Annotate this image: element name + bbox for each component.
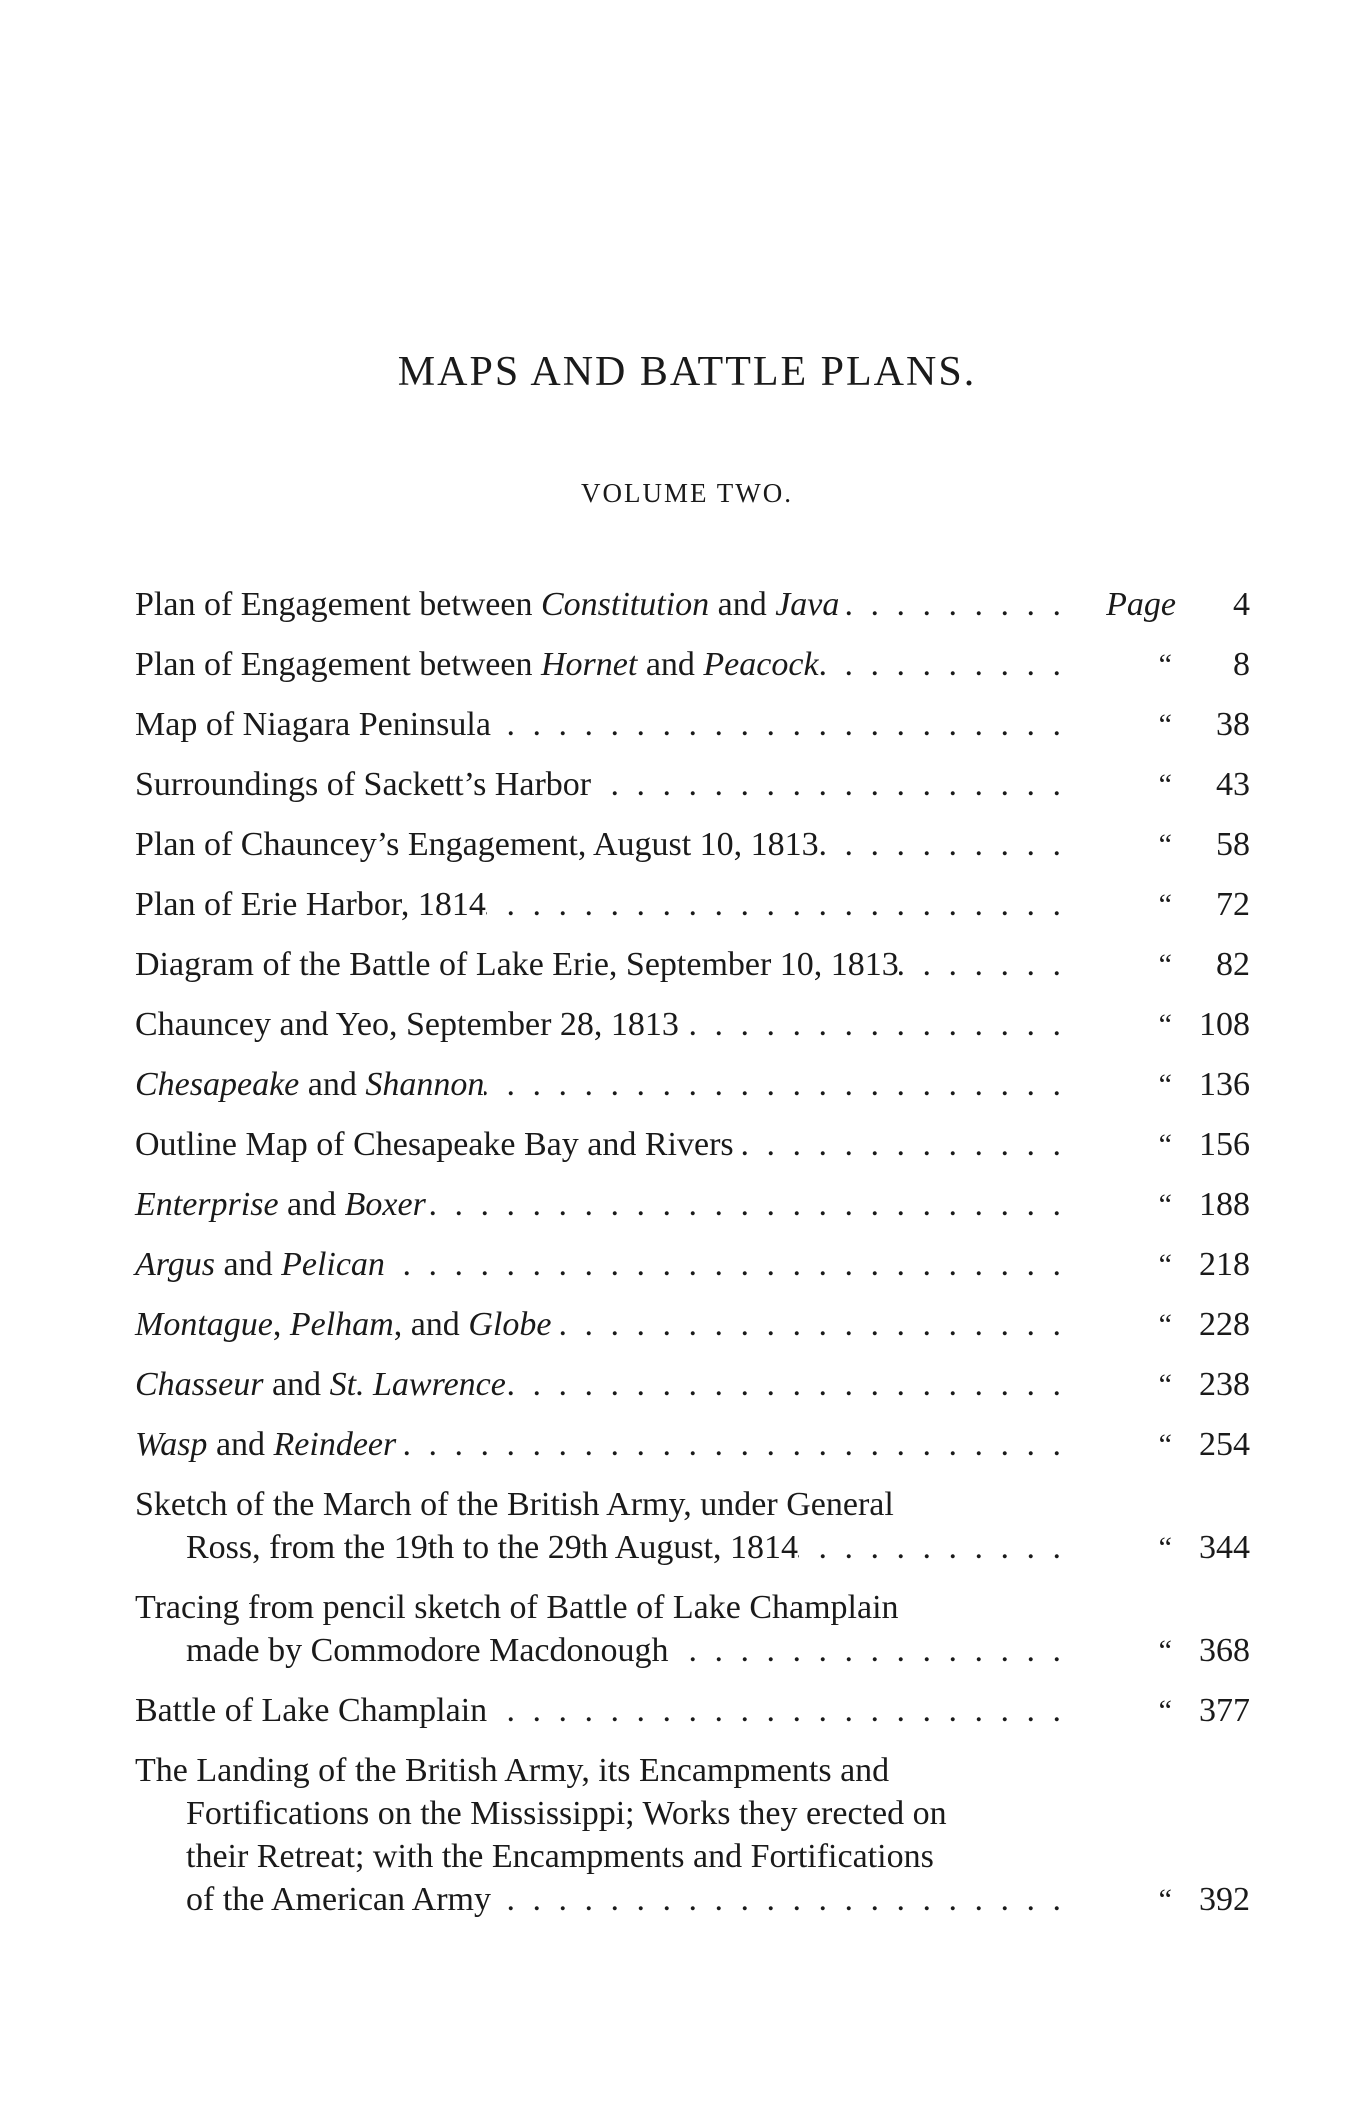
list-entry bbox=[135, 583, 1250, 643]
entry-line bbox=[135, 1586, 1061, 1629]
entry-text bbox=[135, 1303, 551, 1346]
entry-text bbox=[186, 1629, 669, 1672]
dot-leader bbox=[396, 1423, 1061, 1466]
entry-text-segment: and bbox=[278, 1186, 345, 1223]
entry-text-segment: and bbox=[207, 1426, 274, 1463]
page-number: 108 bbox=[1199, 1006, 1250, 1043]
ditto-mark: “ bbox=[1158, 1308, 1172, 1341]
entry-line bbox=[135, 1063, 1061, 1106]
ship-name: Montague bbox=[135, 1306, 273, 1343]
entry-text bbox=[135, 1183, 426, 1226]
dot-leader bbox=[798, 1526, 1061, 1569]
dot-leader bbox=[734, 1123, 1061, 1166]
entry-text bbox=[186, 1835, 934, 1878]
ditto-mark: “ bbox=[1158, 1883, 1172, 1916]
entry-text-segment: Plan of Chauncey’s Engagement, August 10, 1813 bbox=[135, 826, 819, 863]
entry-text bbox=[135, 1363, 506, 1406]
ship-name: Enterprise bbox=[135, 1186, 279, 1223]
ship-name: Java bbox=[775, 586, 840, 623]
entry-text-segment: and bbox=[214, 1246, 282, 1283]
entry-line bbox=[135, 1835, 1061, 1878]
dot-leader bbox=[551, 1303, 1061, 1346]
list-entry bbox=[135, 823, 1250, 883]
entry-text-segment: and bbox=[263, 1366, 330, 1403]
entry-text bbox=[186, 1526, 798, 1569]
page-number: 156 bbox=[1199, 1126, 1250, 1163]
dot-leader bbox=[486, 883, 1061, 926]
entry-line bbox=[135, 1526, 1061, 1569]
ship-name: Boxer bbox=[344, 1186, 426, 1223]
list-entry bbox=[135, 943, 1250, 1003]
ditto-mark: “ bbox=[1158, 1428, 1172, 1461]
entry-text-segment: and bbox=[637, 646, 704, 683]
list-entry bbox=[135, 1183, 1250, 1243]
page-number: 188 bbox=[1199, 1186, 1250, 1223]
entry-text-segment: Chauncey and Yeo, September 28, 1813 bbox=[135, 1006, 679, 1043]
ship-name: Pelham bbox=[289, 1306, 394, 1343]
ditto-mark: “ bbox=[1158, 1531, 1172, 1564]
ship-name: Wasp bbox=[135, 1426, 208, 1463]
dot-leader bbox=[491, 703, 1061, 746]
ditto-mark: “ bbox=[1158, 768, 1172, 801]
dot-leader bbox=[839, 583, 1061, 626]
ship-name: Globe bbox=[468, 1306, 552, 1343]
list-entry bbox=[135, 1586, 1250, 1689]
entry-line bbox=[135, 1689, 1061, 1732]
page-title: MAPS AND BATTLE PLANS. bbox=[397, 349, 977, 395]
entry-line bbox=[135, 1792, 1061, 1835]
entry-text-segment: Tracing from pencil sketch of Battle of Lake Champlain bbox=[135, 1589, 899, 1626]
entry-text bbox=[135, 1003, 679, 1046]
dot-leader bbox=[484, 1063, 1061, 1106]
entry-line bbox=[135, 583, 1061, 626]
ship-name: Constitution bbox=[540, 586, 710, 623]
page-number: 228 bbox=[1199, 1306, 1250, 1343]
page-number: 58 bbox=[1216, 826, 1250, 863]
entry-text-segment: Diagram of the Battle of Lake Erie, September 10, 1813 bbox=[135, 946, 899, 983]
list-entry bbox=[135, 643, 1250, 703]
page-number: 136 bbox=[1199, 1066, 1250, 1103]
entry-text-segment: Sketch of the March of the British Army, under General bbox=[135, 1486, 894, 1523]
dot-leader bbox=[819, 823, 1061, 866]
page-number: 377 bbox=[1199, 1692, 1250, 1729]
page-number: 218 bbox=[1199, 1246, 1250, 1283]
entry-text bbox=[135, 1483, 894, 1526]
entry-line bbox=[135, 1749, 1061, 1792]
page-number: 82 bbox=[1216, 946, 1250, 983]
entry-text-segment: , and bbox=[393, 1306, 469, 1343]
list-entry bbox=[135, 1243, 1250, 1303]
entry-text bbox=[135, 823, 819, 866]
entry-line bbox=[135, 763, 1061, 806]
entry-line bbox=[135, 1183, 1061, 1226]
entry-line bbox=[135, 703, 1061, 746]
page-number: 72 bbox=[1216, 886, 1250, 923]
entry-line bbox=[135, 1423, 1061, 1466]
page-number: 4 bbox=[1233, 586, 1250, 623]
list-entry bbox=[135, 1063, 1250, 1123]
ship-name: Shannon bbox=[365, 1066, 485, 1103]
entry-text-segment: Map of Niagara Peninsula bbox=[135, 706, 491, 743]
entry-line bbox=[135, 823, 1061, 866]
page-number: 392 bbox=[1199, 1881, 1250, 1918]
entry-text-segment: their Retreat; with the Encampments and Fortifications bbox=[186, 1838, 934, 1875]
list-entry bbox=[135, 1303, 1250, 1363]
ship-name: Argus bbox=[135, 1246, 215, 1283]
page-number: 43 bbox=[1216, 766, 1250, 803]
entry-text-segment: Fortifications on the Mississippi; Works they erected on bbox=[186, 1795, 947, 1832]
entry-text-segment: of the American Army bbox=[186, 1881, 491, 1918]
ditto-mark: “ bbox=[1158, 1188, 1172, 1221]
dot-leader bbox=[899, 943, 1061, 986]
page-number: 38 bbox=[1216, 706, 1250, 743]
list-entry bbox=[135, 1423, 1250, 1483]
dot-leader bbox=[506, 1363, 1061, 1406]
entry-text-segment: Plan of Engagement between bbox=[135, 586, 541, 623]
dot-leader bbox=[679, 1003, 1061, 1046]
entry-line bbox=[135, 1003, 1061, 1046]
entry-line bbox=[135, 643, 1061, 686]
ditto-mark: “ bbox=[1158, 948, 1172, 981]
entry-line bbox=[135, 1123, 1061, 1166]
entry-text bbox=[135, 643, 819, 686]
entry-text bbox=[186, 1878, 491, 1921]
list-entry bbox=[135, 763, 1250, 823]
page-number: 368 bbox=[1199, 1632, 1250, 1669]
list-entry bbox=[135, 883, 1250, 943]
ditto-mark: “ bbox=[1158, 1694, 1172, 1727]
dot-leader bbox=[591, 763, 1061, 806]
entry-line bbox=[135, 1303, 1061, 1346]
ditto-mark: “ bbox=[1158, 1128, 1172, 1161]
entry-text-segment: and bbox=[299, 1066, 366, 1103]
page-number: 344 bbox=[1199, 1529, 1250, 1566]
volume-subtitle: VOLUME TWO. bbox=[581, 478, 793, 508]
entry-line bbox=[135, 1483, 1061, 1526]
entry-line bbox=[135, 1629, 1061, 1672]
entry-text-segment: The Landing of the British Army, its Encampments and bbox=[135, 1752, 890, 1789]
entry-line bbox=[135, 1878, 1061, 1921]
ship-name: Pelican bbox=[281, 1246, 385, 1283]
entry-text bbox=[135, 1586, 899, 1629]
list-entry bbox=[135, 1363, 1250, 1423]
entry-text bbox=[135, 1063, 484, 1106]
entry-text bbox=[135, 1243, 385, 1286]
entry-text bbox=[135, 883, 486, 926]
list-entry bbox=[135, 1003, 1250, 1063]
entry-line bbox=[135, 883, 1061, 926]
ship-name: Peacock bbox=[703, 646, 819, 683]
entry-text bbox=[135, 1423, 396, 1466]
page-number: 8 bbox=[1233, 646, 1250, 683]
ditto-mark: “ bbox=[1158, 648, 1172, 681]
dot-leader bbox=[487, 1689, 1061, 1732]
entry-text bbox=[135, 583, 839, 626]
ditto-mark: “ bbox=[1158, 1068, 1172, 1101]
page-number: 238 bbox=[1199, 1366, 1250, 1403]
ditto-mark: “ bbox=[1158, 828, 1172, 861]
entry-text-segment: and bbox=[709, 586, 776, 623]
entry-line bbox=[135, 1363, 1061, 1406]
entry-text bbox=[135, 943, 899, 986]
page-label: Page bbox=[1106, 586, 1176, 623]
dot-leader bbox=[491, 1878, 1061, 1921]
ditto-mark: “ bbox=[1158, 1248, 1172, 1281]
list-entry bbox=[135, 1123, 1250, 1183]
entry-line bbox=[135, 1243, 1061, 1286]
dot-leader bbox=[669, 1629, 1061, 1672]
entry-text bbox=[135, 1123, 734, 1166]
entry-text bbox=[135, 1689, 487, 1732]
ditto-mark: “ bbox=[1158, 1634, 1172, 1667]
dot-leader bbox=[819, 643, 1061, 686]
entry-text bbox=[135, 703, 491, 746]
entry-text-segment: Surroundings of Sackett’s Harbor bbox=[135, 766, 592, 803]
list-entry bbox=[135, 703, 1250, 763]
entry-line bbox=[135, 943, 1061, 986]
list-entry bbox=[135, 1689, 1250, 1749]
maps-list bbox=[135, 583, 1250, 1938]
list-entry bbox=[135, 1483, 1250, 1586]
entry-text-segment: Outline Map of Chesapeake Bay and Rivers bbox=[135, 1126, 734, 1163]
entry-text-segment: Plan of Erie Harbor, 1814 bbox=[135, 886, 486, 923]
ditto-mark: “ bbox=[1158, 708, 1172, 741]
entry-text-segment: , bbox=[272, 1306, 290, 1343]
dot-leader bbox=[426, 1183, 1061, 1226]
entry-text-segment: Ross, from the 19th to the 29th August, 1814 bbox=[186, 1529, 798, 1566]
ship-name: St. Lawrence bbox=[329, 1366, 506, 1403]
ship-name: Chesapeake bbox=[135, 1066, 300, 1103]
ship-name: Chasseur bbox=[135, 1366, 264, 1403]
ship-name: Hornet bbox=[540, 646, 638, 683]
entry-text-segment: Plan of Engagement between bbox=[135, 646, 541, 683]
list-entry bbox=[135, 1749, 1250, 1938]
entry-text bbox=[186, 1792, 947, 1835]
ship-name: Reindeer bbox=[273, 1426, 397, 1463]
ditto-mark: “ bbox=[1158, 1008, 1172, 1041]
entry-text-segment: Battle of Lake Champlain bbox=[135, 1692, 488, 1729]
dot-leader bbox=[385, 1243, 1061, 1286]
entry-text bbox=[135, 1749, 889, 1792]
entry-text bbox=[135, 763, 591, 806]
entry-text-segment: made by Commodore Macdonough bbox=[186, 1632, 669, 1669]
ditto-mark: “ bbox=[1158, 1368, 1172, 1401]
ditto-mark: “ bbox=[1158, 888, 1172, 921]
page-number: 254 bbox=[1199, 1426, 1250, 1463]
